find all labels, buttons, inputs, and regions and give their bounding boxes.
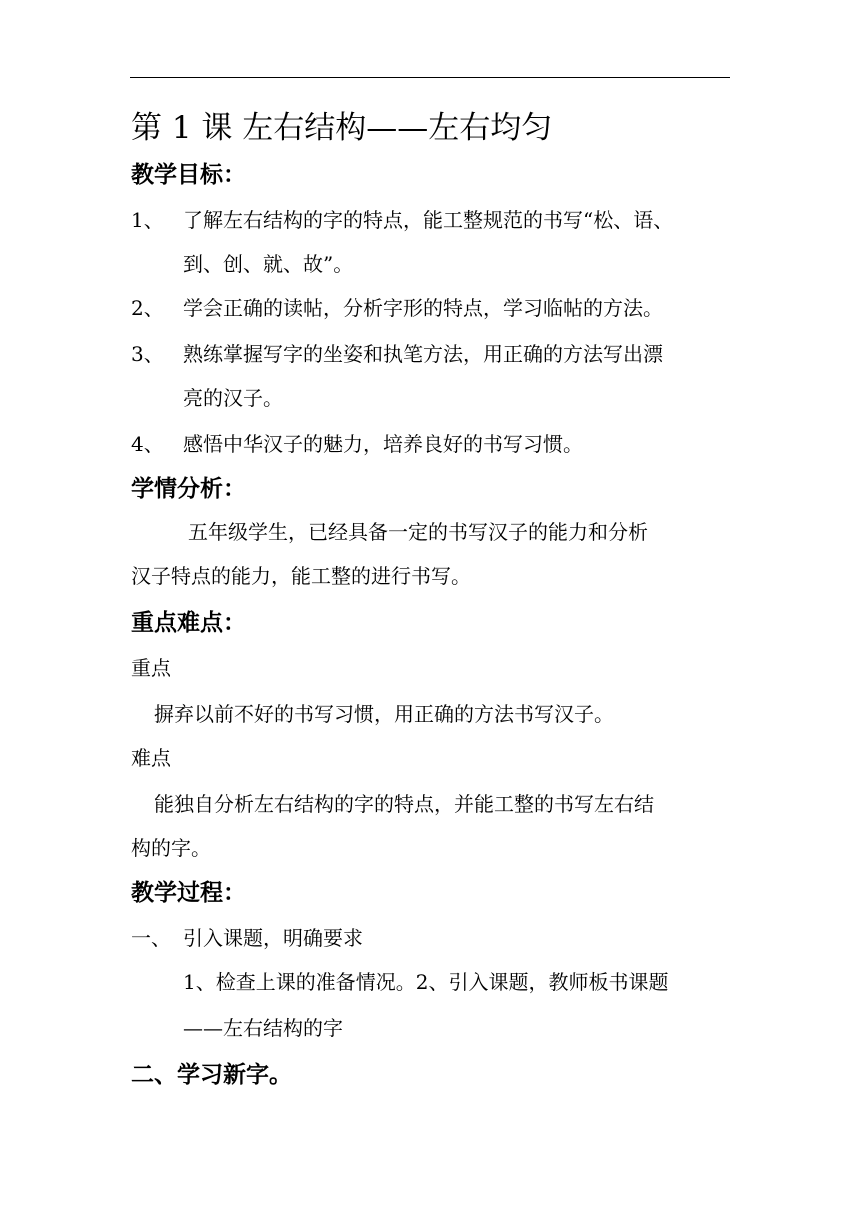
- step-2-heading: 二、学习新字。: [131, 1062, 292, 1088]
- process-heading: 教学过程：: [131, 880, 246, 906]
- goals-heading: 教学目标：: [131, 162, 246, 188]
- goal-1-number: 1、: [131, 208, 164, 232]
- goal-3-line-1: 熟练掌握写字的坐姿和执笔方法，用正确的方法写出漂: [183, 342, 663, 366]
- analysis-line-1: 五年级学生，已经具备一定的书写汉子的能力和分析: [188, 520, 648, 544]
- difficult-line-1: 能独自分析左右结构的字的特点，并能工整的书写左右结: [154, 792, 654, 816]
- analysis-line-2: 汉子特点的能力，能工整的进行书写。: [131, 564, 471, 588]
- goal-1-line-1: 了解左右结构的字的特点，能工整规范的书写“松、语、: [183, 208, 674, 232]
- goal-4-line-1: 感悟中华汉子的魅力，培养良好的书写习惯。: [183, 432, 583, 456]
- step-1-line-1: 1、检查上课的准备情况。2、引入课题，教师板书课题: [183, 970, 669, 994]
- analysis-heading: 学情分析：: [131, 476, 246, 502]
- difficult-label: 难点: [131, 746, 171, 770]
- step-1-title: 引入课题，明确要求: [183, 926, 363, 950]
- goal-2-line-1: 学会正确的读帖，分析字形的特点，学习临帖的方法。: [183, 296, 663, 320]
- step-1-number: 一、: [131, 926, 171, 950]
- goal-4-number: 4、: [131, 432, 164, 456]
- header-rule: [130, 77, 730, 78]
- goal-3-number: 3、: [131, 342, 164, 366]
- step-1-line-2: ——左右结构的字: [183, 1016, 343, 1040]
- key-label: 重点: [131, 656, 171, 680]
- difficult-line-2: 构的字。: [131, 836, 211, 860]
- goal-1-line-2: 到、创、就、故”。: [183, 252, 354, 276]
- lesson-title: 第 1 课 左右结构——左右均匀: [131, 110, 553, 146]
- key-points-heading: 重点难点：: [131, 610, 246, 636]
- goal-2-number: 2、: [131, 296, 164, 320]
- key-text: 摒弃以前不好的书写习惯，用正确的方法书写汉子。: [154, 702, 614, 726]
- goal-3-line-2: 亮的汉子。: [183, 386, 283, 410]
